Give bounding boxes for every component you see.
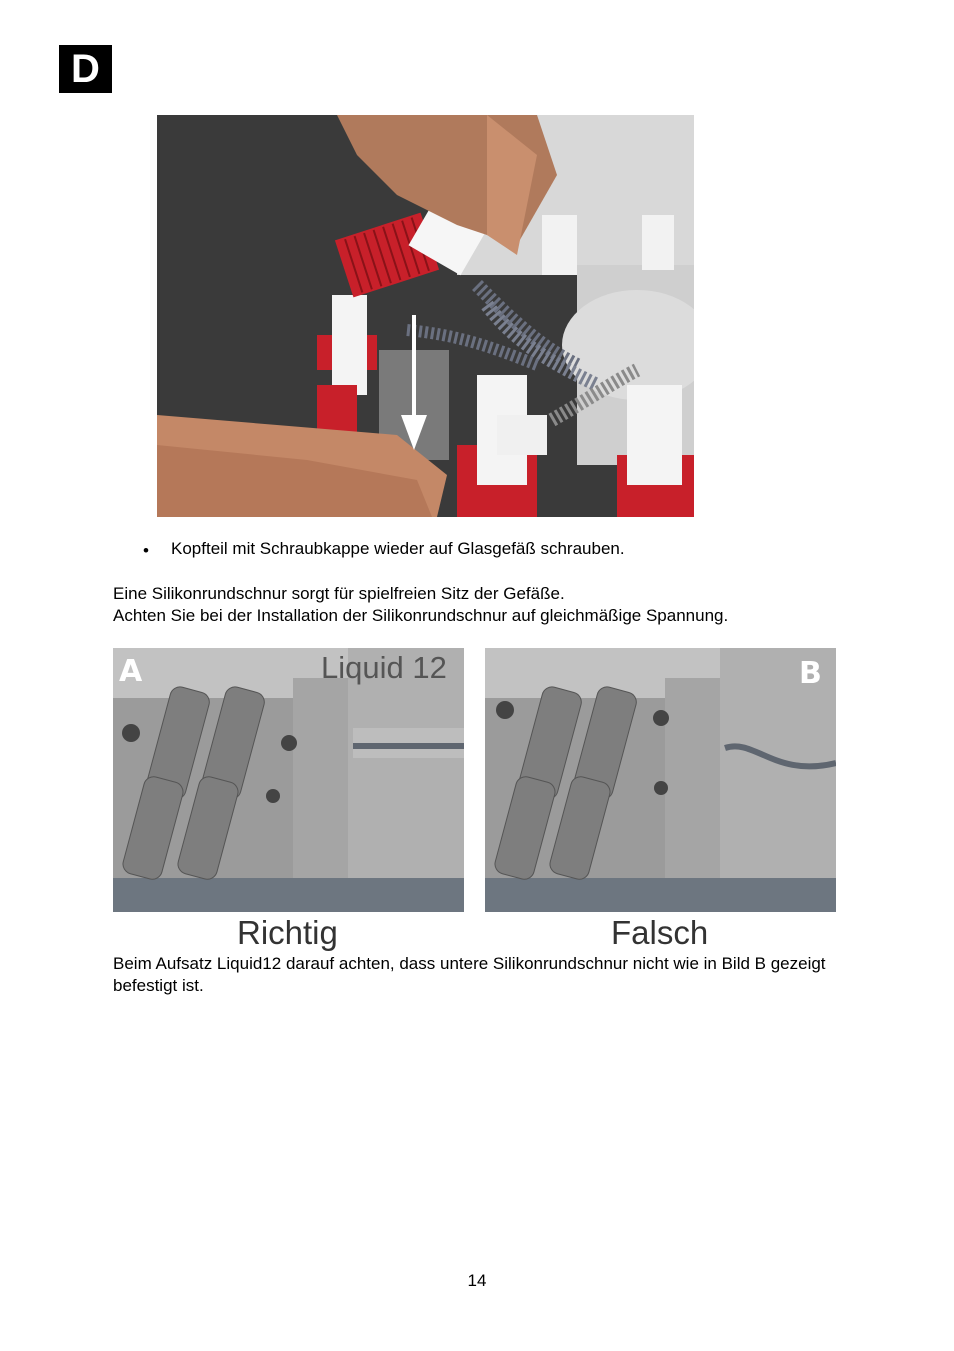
photo-letter-b: B	[799, 656, 822, 691]
cap-assembly-photo	[157, 115, 694, 517]
language-badge: D	[59, 45, 112, 93]
caption-wrong: Falsch	[611, 914, 709, 951]
page-number: 14	[467, 1271, 487, 1290]
cap-assembly-illustration	[157, 115, 694, 517]
bullet-item: Kopfteil mit Schraubkappe wieder auf Glasgefäß schrauben.	[171, 539, 625, 558]
wrong-installation-illustration	[485, 648, 836, 912]
correct-installation-photo	[113, 648, 464, 912]
bullet-dot-icon: •	[143, 541, 149, 560]
wrong-installation-photo	[485, 648, 836, 912]
installation-note: Beim Aufsatz Liquid12 darauf achten, dass untere Silikonrundschnur nicht wie in Bild B gezeigt befestigt ist.	[113, 954, 826, 995]
correct-installation-illustration	[113, 648, 464, 912]
paragraph: Eine Silikonrundschnur sorgt für spielfreien Sitz der Gefäße.	[113, 584, 565, 603]
paragraph: Achten Sie bei der Installation der Silikonrundschnur auf gleichmäßige Spannung.	[113, 606, 729, 625]
device-label-overlay: Liquid 12	[321, 650, 447, 685]
caption-correct: Richtig	[237, 914, 338, 951]
photo-letter-a: A	[119, 654, 143, 689]
